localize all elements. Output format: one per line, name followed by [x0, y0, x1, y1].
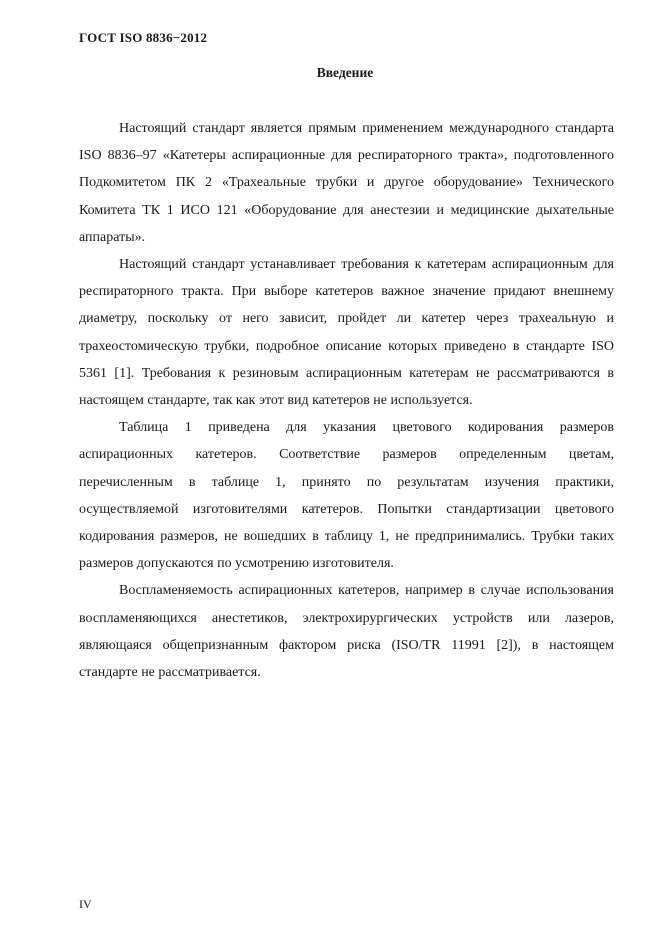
paragraph-4: Воспламеняемость аспирационных катетеров, например в случае использования воспламеняющихся анестетиков, электрохирургических устройств или лазеров, являющаяся общепризнанным фактором риска (ISO/TR 11991 [2]), в настоящем стандарте не рассматривается.	[79, 583, 614, 681]
body-text	[79, 115, 614, 686]
page-number: IV	[79, 897, 92, 911]
document-header: ГОСТ ISO 8836−2012	[79, 30, 208, 45]
paragraph-2: Настоящий стандарт устанавливает требования к катетерам аспирационным для респираторного тракта. При выборе катетеров важное значение придают внешнему диаметру, поскольку от него зависит, пройдет ли катетер через трахеальную и трахеостомическую трубки, подробное описание которых приведено в стандарте ISO 5361 [1]. Требования к резиновым аспирационным катетерам не рассматриваются в настоящем стандарте, так как этот вид катетеров не используется.	[79, 257, 614, 409]
paragraph-1: Настоящий стандарт является прямым применением международного стандарта ISO 8836–97 «Катетеры аспирационные для респираторного тракта», подготовленного Подкомитетом ПК 2 «Трахеальные трубки и другое оборудование» Технического Комитета ТК 1 ИСО 121 «Оборудование для анестезии и медицинские дыхательные аппараты».	[79, 121, 614, 245]
paragraph-3: Таблица 1 приведена для указания цветового кодирования размеров аспирационных катетеров. Соответствие размеров определенным цветам, перечисленным в таблице 1, принято по результатам изучения практики, осуществляемой изготовителями катетеров. Попытки стандартизации цветового кодирования размеров, не вошедших в таблицу 1, не предпринимались. Трубки таких размеров допускаются по усмотрению изготовителя.	[79, 420, 614, 572]
section-title: Введение	[316, 65, 374, 80]
